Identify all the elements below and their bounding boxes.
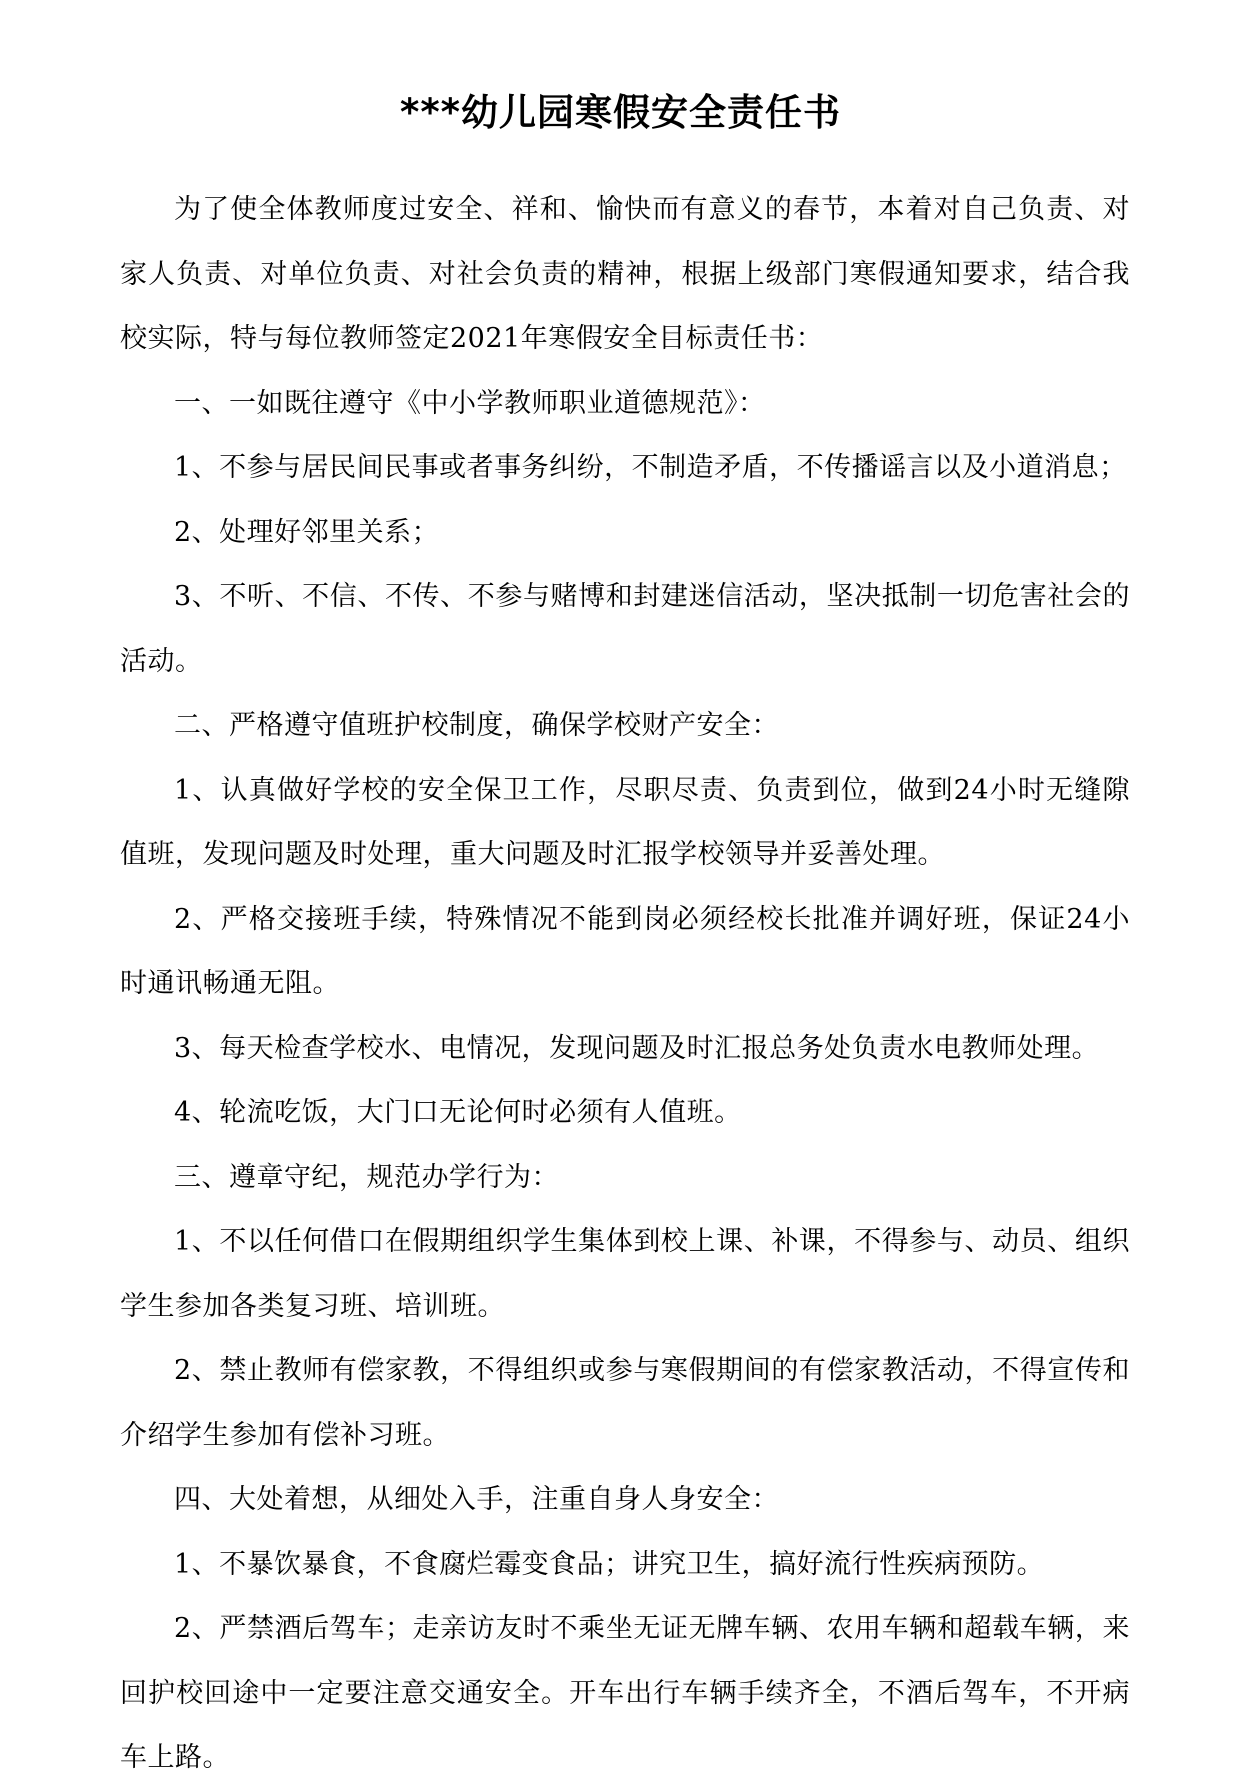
section-1-item-3: 3、不听、不信、不传、不参与赌博和封建迷信活动，坚决抵制一切危害社会的活动。 (120, 581, 1130, 677)
intro-paragraph: 为了使全体教师度过安全、祥和、愉快而有意义的春节，本着对自己负责、对家人负责、对单位负责、对社会负责的精神，根据上级部门寒假通知要求，结合我校实际，特与每位教师签定2021年寒假安全目标责任书： (120, 194, 1130, 354)
section-1-item-1: 1、不参与居民间民事或者事务纠纷，不制造矛盾，不传播谣言以及小道消息； (174, 452, 1127, 483)
document-title: ***幼儿园寒假安全责任书 (399, 91, 842, 134)
section-1-heading: 一、一如既往遵守《中小学教师职业道德规范》： (174, 387, 766, 419)
section-2-item-1: 1、认真做好学校的安全保卫工作，尽职尽责、负责到位，做到24小时无缝隙值班，发现问题及时处理，重大问题及时汇报学校领导并妥善处理。 (120, 774, 1130, 870)
section-2-item-2: 2、严格交接班手续，特殊情况不能到岗必须经校长批准并调好班，保证24小时通讯畅通无阻。 (120, 903, 1130, 999)
section-2-heading: 二、严格遵守值班护校制度，确保学校财产安全： (174, 710, 779, 741)
section-3-heading: 三、遵章守纪，规范办学行为： (174, 1161, 559, 1193)
section-4-item-2: 2、严禁酒后驾车；走亲访友时不乘坐无证无牌车辆、农用车辆和超载车辆，来回护校回途中一定要注意交通安全。开车出行车辆手续齐全，不酒后驾车，不开病车上路。 (120, 1613, 1130, 1773)
section-4-heading: 四、大处着想，从细处入手，注重自身人身安全： (174, 1484, 779, 1515)
section-3-item-1: 1、不以任何借口在假期组织学生集体到校上课、补课，不得参与、动员、组织学生参加各类复习班、培训班。 (120, 1226, 1130, 1322)
section-4-item-1: 1、不暴饮暴食，不食腐烂霉变食品；讲究卫生，搞好流行性疾病预防。 (174, 1548, 1045, 1580)
section-2-item-4: 4、轮流吃饭，大门口无论何时必须有人值班。 (174, 1097, 742, 1128)
section-3-item-2: 2、禁止教师有偿家教，不得组织或参与寒假期间的有偿家教活动，不得宣传和介绍学生参加有偿补习班。 (120, 1355, 1130, 1451)
section-1-item-2: 2、处理好邻里关系； (174, 516, 440, 548)
document-body (120, 178, 1130, 1791)
section-2-item-3: 3、每天检查学校水、电情况，发现问题及时汇报总务处负责水电教师处理。 (174, 1032, 1100, 1064)
